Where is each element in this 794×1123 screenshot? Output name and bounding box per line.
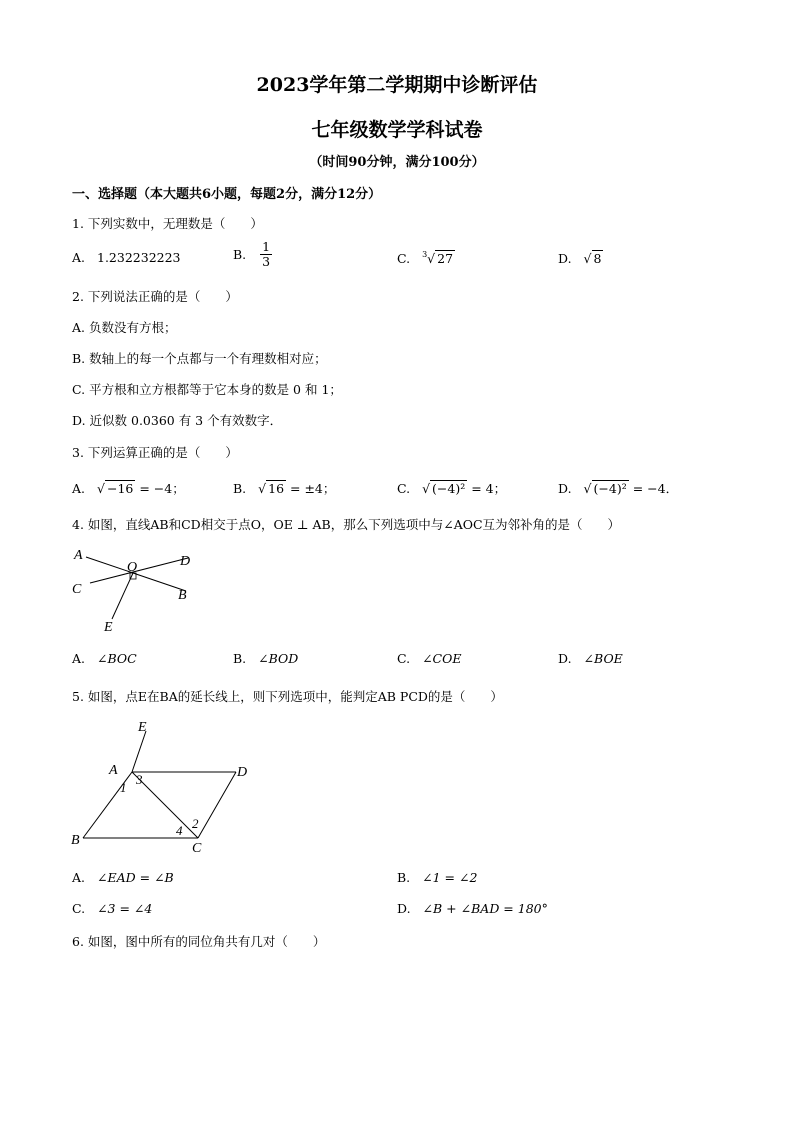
- radical-sign: √: [583, 251, 592, 266]
- label-e: E: [138, 720, 147, 735]
- option-text: 1.232232223: [97, 250, 181, 265]
- q2-option-c[interactable]: C. 平方根和立方根都等于它本身的数是 0 和 1；: [72, 382, 342, 397]
- label-4: 4: [176, 823, 183, 838]
- q5-option-d[interactable]: [397, 901, 548, 916]
- q3-option-c[interactable]: [397, 479, 506, 497]
- q5-figure: [66, 717, 266, 859]
- option-text: ∠BOE: [583, 651, 623, 666]
- line-dc: [198, 772, 236, 838]
- question-4-stem: 4. 如图，直线AB和CD相交于点O，OE ⊥ AB，那么下列选项中与∠AOC互为邻补角的是（ ）: [72, 517, 621, 532]
- expression-rest: = −4；: [139, 481, 185, 496]
- section-title: 一、选择题（本大题共6小题，每题2分，满分12分）: [72, 187, 382, 202]
- expression-rest: = 4；: [471, 481, 507, 496]
- fraction: [260, 240, 272, 269]
- radicand: (−4)²: [593, 481, 627, 496]
- option-letter: B.: [397, 870, 411, 885]
- radicand: 27: [437, 251, 454, 266]
- label-a: A: [74, 548, 83, 563]
- question-2-stem: 2. 下列说法正确的是（ ）: [72, 289, 238, 304]
- page-subtitle: 七年级数学学科试卷: [311, 119, 483, 141]
- q4-figure: [68, 543, 208, 635]
- q3-option-d[interactable]: [558, 479, 678, 497]
- option-text: ∠EAD = ∠B: [97, 870, 174, 885]
- exam-info: （时间90分钟，满分100分）: [309, 155, 485, 170]
- q5-option-c[interactable]: [72, 901, 152, 916]
- radical-sign: √: [427, 251, 436, 266]
- option-letter: B.: [233, 651, 247, 666]
- page-title: 2023学年第二学期期中诊断评估: [256, 74, 538, 96]
- radicand: −16: [106, 481, 134, 496]
- denominator: 3: [262, 254, 271, 269]
- radical-sign: √: [422, 481, 431, 496]
- label-a: A: [109, 763, 118, 778]
- line-cd: [90, 558, 188, 583]
- question-1-stem: 1. 下列实数中，无理数是（ ）: [72, 216, 263, 231]
- option-letter: C.: [72, 901, 86, 916]
- question-6-stem: 6. 如图，图中所有的同位角共有几对（ ）: [72, 934, 326, 949]
- question-3-stem: 3. 下列运算正确的是（ ）: [72, 445, 238, 460]
- option-letter: D.: [558, 481, 572, 496]
- option-text: ∠3 = ∠4: [97, 901, 153, 916]
- label-c: C: [72, 582, 82, 597]
- radical-sign: √: [97, 481, 105, 496]
- option-letter: C.: [397, 251, 411, 266]
- expression-rest: = −4．: [632, 481, 679, 496]
- option-text: ∠1 = ∠2: [422, 870, 478, 885]
- expression-rest: = ±4；: [290, 481, 336, 496]
- option-letter: A.: [72, 250, 86, 265]
- radicand: (−4)²: [432, 481, 466, 496]
- label-1: 1: [120, 780, 127, 795]
- option-letter: B.: [233, 481, 247, 496]
- option-letter: C.: [397, 481, 411, 496]
- q3-option-a[interactable]: [72, 479, 185, 497]
- q1-option-b[interactable]: [233, 240, 272, 269]
- root-index: 3: [422, 250, 428, 259]
- radicand: 16: [268, 481, 285, 496]
- q2-option-d[interactable]: D. 近似数 0.0360 有 3 个有效数字．: [72, 413, 283, 428]
- q5-option-a[interactable]: [72, 870, 174, 885]
- option-letter: A.: [72, 481, 86, 496]
- line-ae: [132, 731, 146, 772]
- label-e: E: [104, 620, 113, 635]
- label-b: B: [71, 833, 80, 848]
- option-letter: A.: [72, 651, 86, 666]
- line-oe: [112, 573, 133, 619]
- radical-sign: √: [583, 481, 592, 496]
- q1-option-c[interactable]: [397, 250, 455, 266]
- q2-option-b[interactable]: B. 数轴上的每一个点都与一个有理数相对应；: [72, 351, 327, 366]
- q2-option-a[interactable]: A. 负数没有方根；: [72, 320, 177, 335]
- option-letter: D.: [558, 251, 572, 266]
- q4-option-d[interactable]: [558, 651, 623, 666]
- q4-option-c[interactable]: [397, 651, 462, 666]
- numerator: 1: [262, 239, 271, 254]
- option-letter: B.: [233, 247, 247, 262]
- label-3: 3: [136, 772, 143, 787]
- label-2: 2: [192, 816, 199, 831]
- q1-option-a[interactable]: [72, 250, 181, 265]
- q4-option-b[interactable]: [233, 651, 298, 666]
- option-text: ∠COE: [422, 651, 462, 666]
- option-letter: D.: [397, 901, 411, 916]
- q1-option-d[interactable]: [558, 250, 603, 266]
- label-d: D: [180, 554, 191, 569]
- q4-option-a[interactable]: [72, 651, 137, 666]
- label-o: O: [127, 560, 138, 575]
- option-letter: C.: [397, 651, 411, 666]
- radicand: 8: [593, 251, 602, 266]
- label-d: D: [237, 765, 248, 780]
- option-text: ∠BOC: [97, 651, 137, 666]
- q5-option-b[interactable]: [397, 870, 477, 885]
- label-c: C: [192, 841, 202, 856]
- option-text: ∠B + ∠BAD = 180°: [422, 901, 548, 916]
- q3-option-b[interactable]: [233, 479, 335, 497]
- option-letter: A.: [72, 870, 86, 885]
- radical-sign: √: [258, 481, 267, 496]
- option-text: ∠BOD: [258, 651, 299, 666]
- option-letter: D.: [558, 651, 572, 666]
- question-5-stem: 5. 如图，点E在BA的延长线上，则下列选项中，能判定AB PCD的是（ ）: [72, 689, 503, 704]
- label-b: B: [178, 588, 187, 603]
